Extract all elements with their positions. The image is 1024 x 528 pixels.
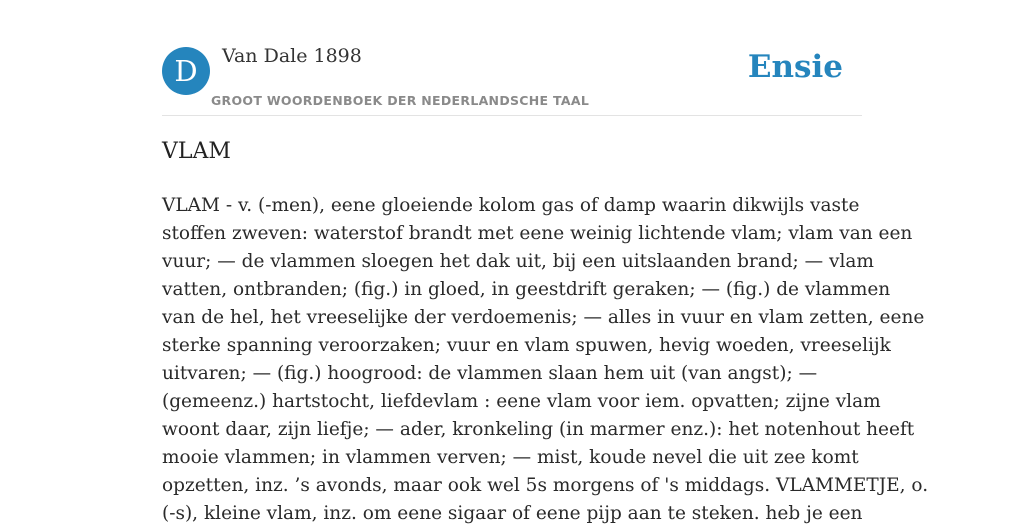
definition-line: opzetten, inz. ’s avonds, maar ook wel 5s morgens of 's middags. VLAMMETJE, o. xyxy=(162,475,929,496)
dictionary-logo[interactable]: D xyxy=(162,47,210,95)
definition-line: VLAM - v. (-men), eene gloeiende kolom gas of damp waarin dikwijls vaste xyxy=(162,195,860,216)
definition-line: (gemeenz.) hartstocht, liefdevlam : eene vlam voor iem. opvatten; zijne vlam xyxy=(162,391,881,412)
definition-line: vuur; — de vlammen sloegen het dak uit, bij een uitslaanden brand; — vlam xyxy=(162,251,874,272)
definition-line: mooie vlammen; in vlammen verven; — mist, koude nevel die uit zee komt xyxy=(162,447,859,468)
entry-definition xyxy=(162,192,929,528)
dictionary-title[interactable]: Van Dale 1898 xyxy=(222,45,362,67)
definition-line: (-s), kleine vlam, inz. om eene sigaar of eene pijp aan te steken. heb je een xyxy=(162,503,863,524)
definition-line: sterke spanning veroorzaken; vuur en vlam spuwen, hevig woeden, vreeselijk xyxy=(162,335,891,356)
definition-line: vatten, ontbranden; (fig.) in gloed, in geestdrift geraken; — (fig.) de vlammen xyxy=(162,279,891,300)
header-divider xyxy=(162,115,862,116)
dictionary-subtitle: GROOT WOORDENBOEK DER NEDERLANDSCHE TAAL xyxy=(211,93,590,108)
definition-line: stoffen zweven: waterstof brandt met eene weinig lichtende vlam; vlam van een xyxy=(162,223,913,244)
definition-line: woont daar, zijn liefje; — ader, kronkeling (in marmer enz.): het notenhout heeft xyxy=(162,419,915,440)
entry-headword: VLAM xyxy=(162,139,231,164)
definition-line: uitvaren; — (fig.) hoogrood: de vlammen slaan hem uit (van angst); — xyxy=(162,363,818,384)
definition-line: van de hel, het vreeselijke der verdoemenis; — alles in vuur en vlam zetten, eene xyxy=(162,307,925,328)
brand-logo-link[interactable]: Ensie xyxy=(747,49,843,85)
